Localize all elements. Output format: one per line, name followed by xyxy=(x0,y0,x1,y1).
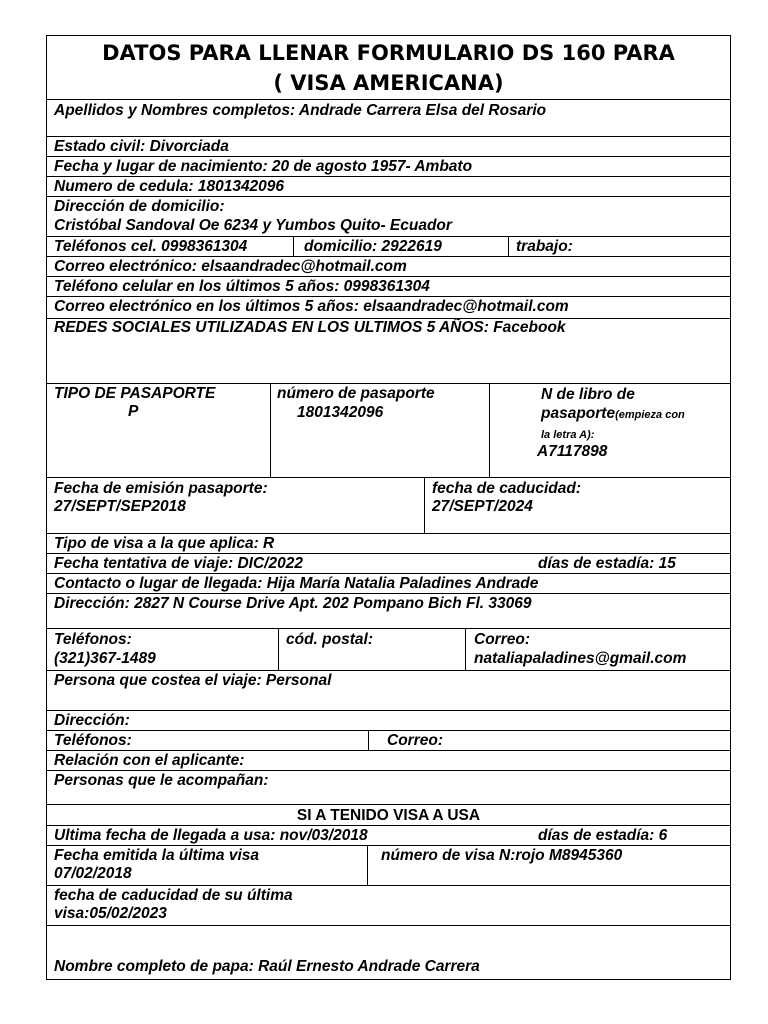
column-divider xyxy=(489,383,490,477)
payer-phones: Teléfonos: xyxy=(54,732,132,749)
contact-mail-label: Correo: xyxy=(474,631,530,648)
row-divider xyxy=(47,845,730,846)
contact-phones-label: Teléfonos: xyxy=(54,631,132,648)
previous-visa-section-title: SI A TENIDO VISA A USA xyxy=(296,807,481,824)
visa-number: número de visa N:rojo M8945360 xyxy=(381,847,623,864)
payer-address: Dirección: xyxy=(54,712,130,729)
row-divider xyxy=(47,296,730,297)
visa-type: Tipo de visa a la que aplica: R xyxy=(54,535,275,552)
email-last-5-years: Correo electrónico en los últimos 5 años: elsaandradec@hotmail.com xyxy=(54,298,569,315)
row-divider xyxy=(47,925,730,926)
ds160-data-form xyxy=(46,35,731,980)
id-number: Numero de cedula: 1801342096 xyxy=(54,178,285,195)
passport-number-label: número de pasaporte xyxy=(277,385,435,402)
passport-issue-value: 27/SEPT/SEP2018 xyxy=(54,498,186,515)
form-title-line2: ( VISA AMERICANA) xyxy=(273,71,504,95)
passport-type-value: P xyxy=(128,403,139,420)
arrival-address: Dirección: 2827 N Course Drive Apt. 202 Pompano Bich Fl. 33069 xyxy=(54,595,532,612)
passport-book-label: N de libro de xyxy=(541,386,635,403)
trip-payer: Persona que costea el viaje: Personal xyxy=(54,672,332,689)
column-divider xyxy=(293,236,294,256)
row-divider xyxy=(47,593,730,594)
cell-phone: Teléfonos cel. 0998361304 xyxy=(54,238,248,255)
row-divider xyxy=(47,176,730,177)
row-divider xyxy=(47,196,730,197)
father-full-name: Nombre completo de papa: Raúl Ernesto Andrade Carrera xyxy=(54,958,480,975)
row-divider xyxy=(47,236,730,237)
contact-mail-value: nataliapaladines@gmail.com xyxy=(474,650,687,667)
stay-days: días de estadía: 15 xyxy=(538,555,676,572)
home-address-label: Dirección de domicilio: xyxy=(54,198,225,215)
row-divider xyxy=(47,276,730,277)
full-name: Apellidos y Nombres completos: Andrade Carrera Elsa del Rosario xyxy=(54,102,547,119)
passport-book-label-2: pasaporte(empieza con xyxy=(541,405,685,422)
passport-expiry-label: fecha de caducidad: xyxy=(432,480,582,497)
cell-phone-last-5-years: Teléfono celular en los últimos 5 años: 0998361304 xyxy=(54,278,430,295)
column-divider xyxy=(270,383,271,477)
column-divider xyxy=(367,845,368,885)
row-divider xyxy=(47,628,730,629)
column-divider xyxy=(278,628,279,670)
last-visa-expiry-value: visa:05/02/2023 xyxy=(54,905,167,922)
passport-type-label: TIPO DE PASAPORTE xyxy=(54,385,216,402)
last-visa-issued-label: Fecha emitida la última visa xyxy=(54,847,260,864)
passport-issue-label: Fecha de emisión pasaporte: xyxy=(54,480,268,497)
row-divider xyxy=(47,533,730,534)
form-title-line1: DATOS PARA LLENAR FORMULARIO DS 160 PARA xyxy=(102,41,675,65)
column-divider xyxy=(508,236,509,256)
social-networks: REDES SOCIALES UTILIZADAS EN LOS ULTIMOS 5 AÑOS: Facebook xyxy=(54,319,566,336)
column-divider xyxy=(465,628,466,670)
work-phone: trabajo: xyxy=(516,238,573,255)
column-divider xyxy=(424,477,425,533)
passport-expiry-value: 27/SEPT/2024 xyxy=(432,498,533,515)
row-divider xyxy=(47,136,730,137)
civil-status: Estado civil: Divorciada xyxy=(54,138,229,155)
row-divider xyxy=(47,383,730,384)
companions: Personas que le acompañan: xyxy=(54,772,269,789)
payer-mail: Correo: xyxy=(387,732,443,749)
row-divider xyxy=(47,804,730,805)
row-divider xyxy=(47,730,730,731)
row-divider xyxy=(47,710,730,711)
passport-number-value: 1801342096 xyxy=(297,404,384,421)
row-divider xyxy=(47,670,730,671)
row-divider xyxy=(47,573,730,574)
row-divider xyxy=(47,156,730,157)
arrival-contact: Contacto o lugar de llegada: Hija María Natalia Paladines Andrade xyxy=(54,575,539,592)
last-visa-expiry-label: fecha de caducidad de su última xyxy=(54,887,293,904)
home-address-value: Cristóbal Sandoval Oe 6234 y Yumbos Quito- Ecuador xyxy=(54,217,452,234)
row-divider xyxy=(47,770,730,771)
column-divider xyxy=(368,730,369,750)
contact-phones-value: (321)367-1489 xyxy=(54,650,156,667)
row-divider xyxy=(47,750,730,751)
tentative-travel-date: Fecha tentativa de viaje: DIC/2022 xyxy=(54,555,303,572)
last-arrival-date: Ultima fecha de llegada a usa: nov/03/2018 xyxy=(54,827,368,844)
passport-book-note: (empieza con xyxy=(615,409,685,421)
passport-book-value: A7117898 xyxy=(537,443,608,460)
row-divider xyxy=(47,99,730,100)
relation-to-applicant: Relación con el aplicante: xyxy=(54,752,245,769)
row-divider xyxy=(47,885,730,886)
passport-book-note-2: la letra A): xyxy=(541,429,595,441)
row-divider xyxy=(47,825,730,826)
row-divider xyxy=(47,477,730,478)
birth-date-place: Fecha y lugar de nacimiento: 20 de agosto 1957- Ambato xyxy=(54,158,473,175)
last-visa-issued-value: 07/02/2018 xyxy=(54,865,132,882)
email: Correo electrónico: elsaandradec@hotmail.com xyxy=(54,258,407,275)
row-divider xyxy=(47,553,730,554)
previous-stay-days: días de estadía: 6 xyxy=(538,827,668,844)
row-divider xyxy=(47,256,730,257)
postal-code-label: cód. postal: xyxy=(286,631,373,648)
home-phone: domicilio: 2922619 xyxy=(304,238,442,255)
